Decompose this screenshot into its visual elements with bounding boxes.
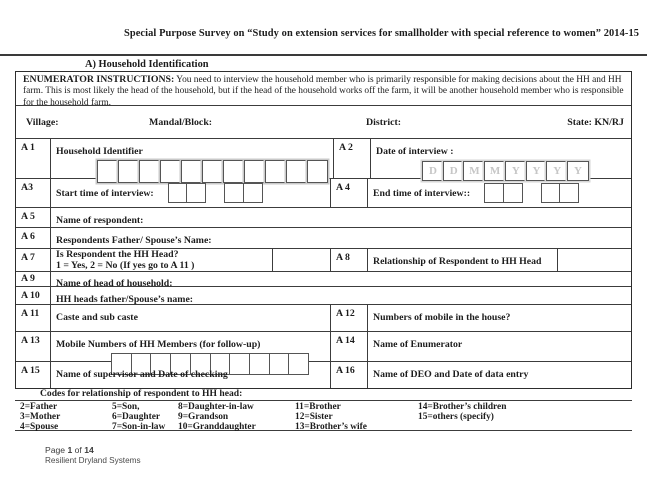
row-a13-a14	[16, 332, 631, 362]
date-of-interview-boxes	[422, 161, 626, 181]
entry-box[interactable]	[484, 183, 504, 203]
respondent-father-spouse-field[interactable]	[51, 228, 631, 248]
field-id-a8: A 8	[331, 249, 368, 271]
row-a7-a8	[16, 249, 631, 272]
page-title: Special Purpose Survey on “Study on extension services for smallholder with special reference to women” 2014-15	[123, 28, 640, 39]
header-divider	[0, 54, 647, 56]
mobile-numbers-field	[51, 332, 331, 361]
page-number-line: Page 1 of 14	[45, 445, 94, 455]
entry-box[interactable]: D	[443, 161, 465, 181]
entry-box[interactable]: D	[422, 161, 444, 181]
enumerator-instructions-label: ENUMERATOR INSTRUCTIONS:	[23, 74, 175, 85]
codes-column-4	[295, 402, 367, 432]
section-heading: A) Household Identification	[85, 59, 209, 70]
end-time-hour-boxes	[484, 183, 521, 203]
location-row	[16, 106, 631, 139]
field-id-a6: A 6	[16, 228, 51, 248]
code-item: 7=Son-in-law	[112, 422, 166, 433]
codes-column-5	[418, 402, 506, 422]
relationship-codes-grid	[15, 400, 632, 431]
code-item: 10=Granddaughter	[178, 422, 256, 433]
code-item: 4=Spouse	[20, 422, 59, 433]
codes-column-3	[178, 402, 256, 432]
enumerator-name-field[interactable]	[368, 332, 631, 361]
field-id-a9: A 9	[16, 272, 51, 286]
hh-head-father-spouse-label: HH heads father/Spouse’s name:	[56, 294, 194, 305]
entry-box[interactable]: M	[484, 161, 506, 181]
start-time-minute-boxes	[224, 183, 261, 203]
entry-box[interactable]	[224, 183, 244, 203]
code-item: 12=Sister	[295, 412, 333, 423]
field-id-a11: A 11	[16, 305, 51, 331]
entry-box[interactable]: Y	[546, 161, 568, 181]
start-time-field	[51, 179, 331, 207]
code-item: 14=Brother’s children	[418, 402, 507, 412]
field-id-a16: A 16	[331, 362, 368, 388]
field-id-a15: A 15	[16, 362, 51, 388]
code-item: 8=Daughter-in-law	[178, 402, 254, 412]
page-footer	[45, 445, 141, 465]
code-item: 11=Brother	[295, 402, 341, 412]
respondent-name-label: Name of respondent:	[56, 215, 144, 226]
row-a10	[16, 287, 631, 305]
date-of-interview-field	[371, 139, 631, 178]
mobiles-in-house-field[interactable]	[368, 305, 631, 331]
relationship-to-hh-head-label: Relationship of Respondent to HH Head	[373, 256, 542, 267]
end-time-field	[368, 179, 631, 207]
field-id-a3: A3	[16, 179, 51, 207]
code-item: 5=Son,	[112, 402, 140, 412]
row-a5	[16, 208, 631, 228]
code-item: 13=Brother’s wife	[295, 422, 367, 433]
a8-answer-box[interactable]	[558, 249, 633, 271]
head-of-household-label: Name of head of household:	[56, 278, 173, 289]
organization-name: Resilient Dryland Systems	[45, 456, 141, 465]
mobiles-in-house-label: Numbers of mobile in the house?	[373, 312, 511, 323]
code-item: 3=Mother	[20, 412, 61, 423]
hh-head-father-spouse-field[interactable]	[51, 287, 631, 304]
field-id-a1: A 1	[16, 139, 51, 178]
field-id-a7: A 7	[16, 249, 51, 271]
supervisor-field[interactable]	[51, 362, 331, 388]
field-id-a13: A 13	[16, 332, 51, 361]
entry-box[interactable]: M	[463, 161, 485, 181]
state-label: State: KN/RJ	[567, 117, 624, 128]
row-a6	[16, 228, 631, 249]
household-identifier-field	[51, 139, 334, 178]
entry-box[interactable]: Y	[567, 161, 589, 181]
supervisor-label: Name of supervisor and Date of checking	[56, 369, 228, 380]
deo-field[interactable]	[368, 362, 631, 388]
entry-box[interactable]: Y	[526, 161, 548, 181]
mobile-numbers-label: Mobile Numbers of HH Members (for follow-up)	[56, 339, 261, 350]
code-item: 15=others (specify)	[418, 412, 494, 423]
relationship-to-hh-head-field	[368, 249, 558, 271]
field-id-a14: A 14	[331, 332, 368, 361]
row-a11-a12	[16, 305, 631, 332]
enumerator-instructions-text: You need to interview the household member who is primarily responsible for making decisions about the HH and HH farm. This is most likely the head of the household, but if the head of the household works off the farm, it will be another household member who is responsible for the household farm.	[23, 75, 624, 108]
row-a1-a2	[16, 139, 631, 179]
household-identification-table	[15, 71, 632, 389]
entry-box[interactable]	[503, 183, 523, 203]
respondent-father-spouse-label: Respondents Father/ Spouse’s Name:	[56, 235, 212, 246]
code-item: 2=Father	[20, 402, 58, 412]
relationship-codes-heading: Codes for relationship of respondent to HH head:	[40, 388, 243, 399]
entry-box[interactable]	[541, 183, 561, 203]
district-label: District:	[366, 117, 402, 128]
row-a15-a16	[16, 362, 631, 388]
start-time-label: Start time of interview:	[56, 187, 154, 199]
entry-box[interactable]	[186, 183, 206, 203]
code-item: 9=Grandson	[178, 412, 229, 423]
field-id-a12: A 12	[331, 305, 368, 331]
respondent-name-field[interactable]	[51, 208, 631, 227]
caste-field[interactable]	[51, 305, 331, 331]
codes-column-1	[20, 402, 60, 432]
is-respondent-hh-head-codes: 1 = Yes, 2 = No (If yes go to A 11 )	[56, 259, 195, 271]
field-id-a10: A 10	[16, 287, 51, 304]
field-id-a4: A 4	[331, 179, 368, 207]
entry-box[interactable]	[243, 183, 263, 203]
entry-box[interactable]	[168, 183, 188, 203]
relationship-codes-section	[15, 387, 632, 431]
date-of-interview-label: Date of interview :	[376, 146, 454, 157]
head-of-household-field[interactable]	[51, 272, 631, 289]
enumerator-name-label: Name of Enumerator	[373, 339, 463, 350]
village-label: Village:	[26, 117, 59, 128]
a7-answer-box[interactable]	[273, 249, 331, 271]
code-item: 6=Daughter	[112, 412, 161, 423]
end-time-label: End time of interview::	[373, 187, 471, 199]
is-respondent-hh-head-field	[51, 249, 273, 271]
mandal-block-label: Mandal/Block:	[149, 117, 213, 128]
caste-label: Caste and sub caste	[56, 312, 138, 323]
household-identifier-label: Household Identifier	[56, 146, 143, 157]
end-time-minute-boxes	[541, 183, 578, 203]
enumerator-instructions	[16, 72, 631, 106]
entry-box[interactable]	[559, 183, 579, 203]
deo-label: Name of DEO and Date of data entry	[373, 369, 529, 380]
row-a3-a4	[16, 179, 631, 208]
is-respondent-hh-head-label: Is Respondent the HH Head?	[56, 249, 179, 260]
row-a9	[16, 272, 631, 287]
field-id-a5: A 5	[16, 208, 51, 227]
start-time-hour-boxes	[168, 183, 205, 203]
field-id-a2: A 2	[334, 139, 371, 178]
codes-column-2	[112, 402, 165, 432]
entry-box[interactable]: Y	[505, 161, 527, 181]
